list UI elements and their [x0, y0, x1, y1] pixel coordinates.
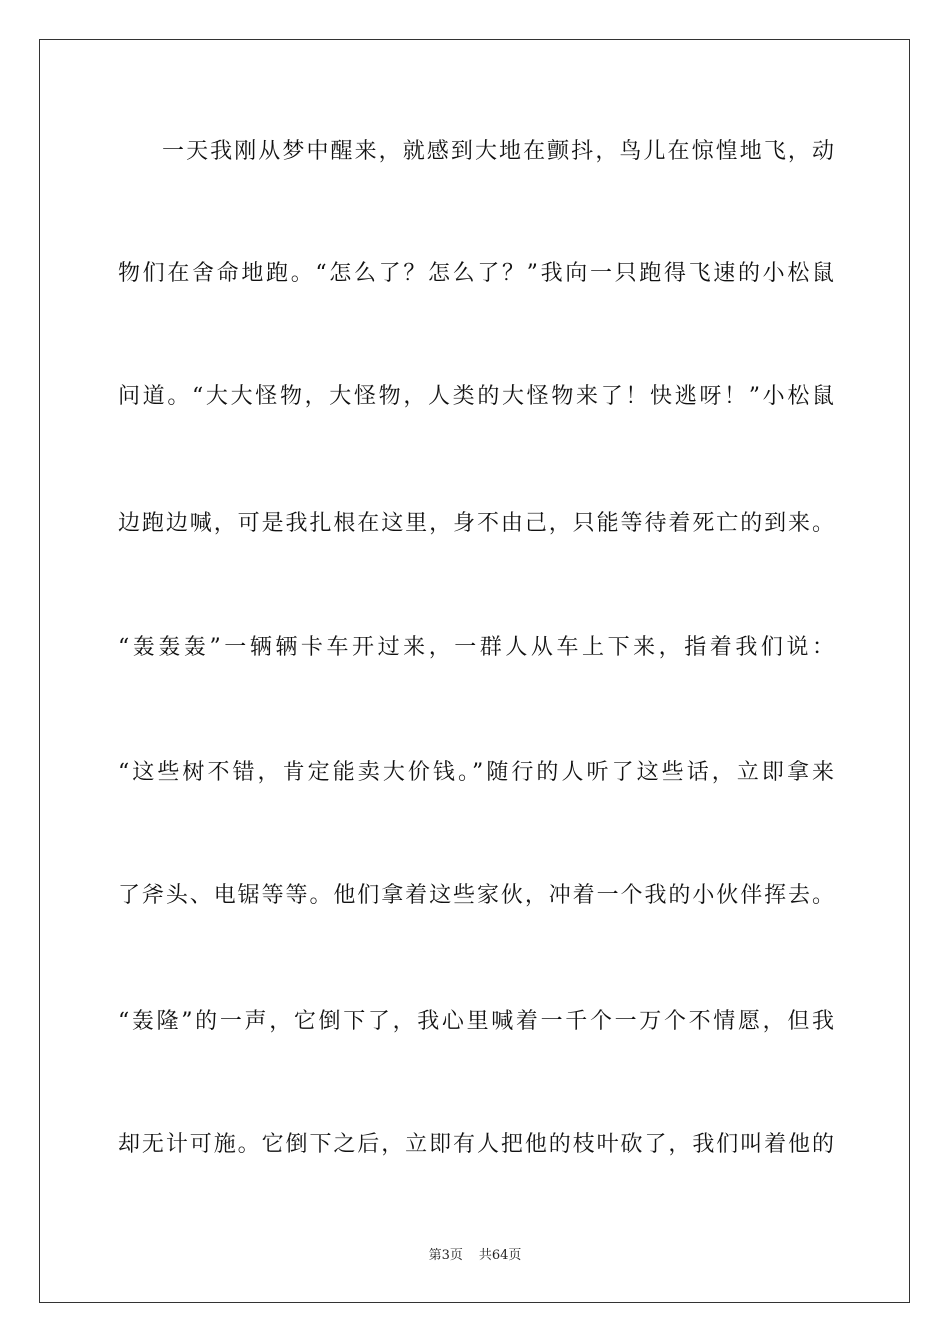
paragraph-line: 物们在舍命地跑。“怎么了？怎么了？”我向一只跑得飞速的小松鼠 — [118, 261, 834, 286]
paragraph-line: 却无计可施。它倒下之后，立即有人把他的枝叶砍了，我们叫着他的 — [118, 1132, 834, 1157]
paragraph-line: 一天我刚从梦中醒来，就感到大地在颤抖，鸟儿在惊惶地飞，动 — [162, 139, 834, 164]
paragraph-line: 问道。“大大怪物，大怪物，人类的大怪物来了！快逃呀！”小松鼠 — [118, 384, 834, 409]
paragraph-line: 了斧头、电锯等等。他们拿着这些家伙，冲着一个我的小伙伴挥去。 — [118, 883, 834, 908]
page-number: 第3页 — [428, 1248, 463, 1263]
page-border — [39, 39, 910, 1303]
page-footer — [0, 1247, 950, 1265]
page-total: 共64页 — [478, 1248, 522, 1263]
paragraph-line: 边跑边喊，可是我扎根在这里，身不由己，只能等待着死亡的到来。 — [118, 511, 834, 536]
paragraph-line: “轰轰轰”一辆辆卡车开过来，一群人从车上下来，指着我们说： — [118, 635, 834, 660]
paragraph-line: “轰隆”的一声，它倒下了，我心里喊着一千个一万个不情愿，但我 — [118, 1009, 834, 1034]
paragraph-line: “这些树不错，肯定能卖大价钱。”随行的人听了这些话，立即拿来 — [118, 760, 834, 785]
